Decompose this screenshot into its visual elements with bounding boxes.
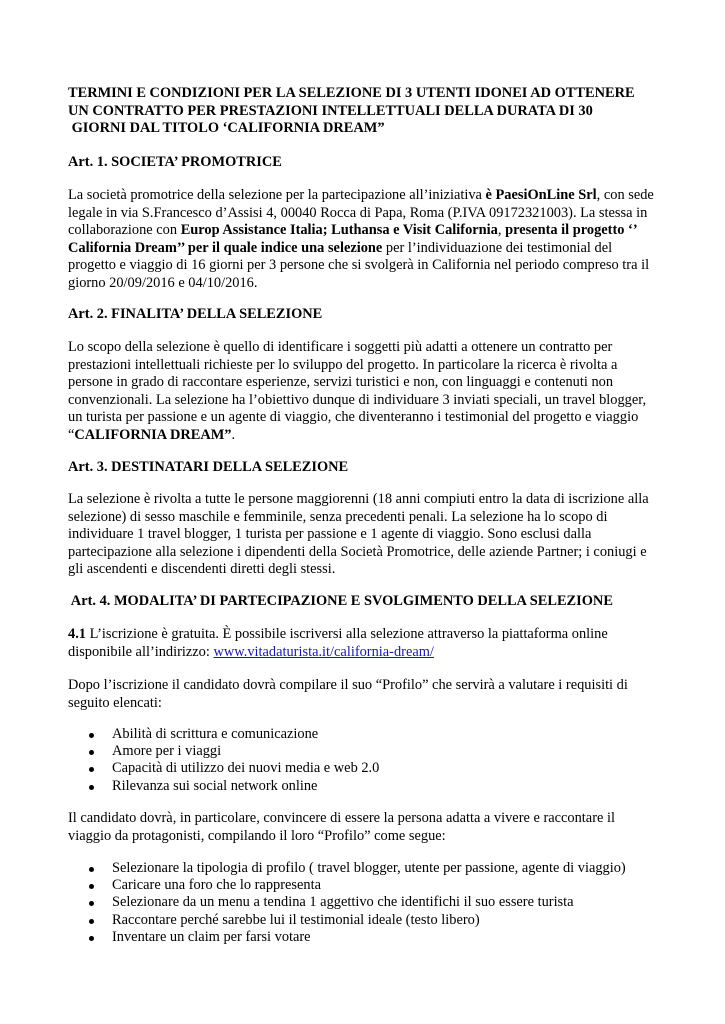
art4-1-number: 4.1 xyxy=(68,626,86,642)
art4-1-text: L’iscrizione è gratuita. È possibile iscriversi alla selezione attraverso la piattaforma online disponibile all’indirizzo: xyxy=(68,626,608,660)
title-line-3: GIORNI DAL TITOLO ‘CALIFORNIA DREAM” xyxy=(68,120,385,136)
document-title xyxy=(68,85,658,138)
list-item: Inventare un claim per farsi votare xyxy=(68,929,668,946)
art1-project: presenta il progetto ‘’ California Dream’’ per il quale indice una selezione xyxy=(68,222,637,256)
list-item: Capacità di utilizzo dei nuovi media e web 2.0 xyxy=(68,760,668,777)
art2-text-2: . xyxy=(231,426,236,443)
art3-paragraph: La selezione è rivolta a tutte le persone maggiorenni (18 anni compiuti entro la data di iscrizione alla selezione) di sesso maschile e femminile, senza precedenti penali. La selezione ha lo scopo di individuare 1 travel blogger, 1 turista per passione e 1 agente di viaggio. Sono esclusi dalla partecipazione alla selezione i dipendenti della Società Promotrice, delle aziende Partner; i coniugi e gli ascendenti e discendenti diretti degli stessi. xyxy=(68,491,649,577)
art1-text-3: , xyxy=(497,222,506,238)
list-item: Caricare una foro che lo rappresenta xyxy=(68,877,668,894)
bullet-icon xyxy=(89,901,94,906)
art3-heading: Art. 3. DESTINATARI DELLA SELEZIONE xyxy=(68,459,349,475)
list-item: Selezionare da un menu a tendina 1 aggettivo che identifichi il suo essere turista xyxy=(68,894,668,911)
art2-text-1: Lo scopo della selezione è quello di identificare i soggetti più adatti a ottenere un contratto per prestazioni intellettuali richieste per lo sviluppo del progetto. In particolare la ricerca è rivolta a persone in grado di raccontare esperienze, servizi turistici e non, con linguaggi e contenuti non convenzionali. La selezione ha l’obiettivo dunque di individuare 3 inviati speciali, un travel blogger, un turista per passione e un agente di viaggio, che diventeranno i testimonial del progetto e viaggio “ xyxy=(68,339,647,443)
bullet-icon xyxy=(89,919,94,924)
title-line-1: TERMINI E CONDIZIONI PER LA SELEZIONE DI 3 UTENTI IDONEI AD OTTENERE xyxy=(68,85,635,101)
art1-text-2: , con sede legale in via S.Francesco d’Assisi 4, 00040 Rocca di Papa, Roma (P.IVA 09172321003). La stessa in collaborazione con xyxy=(68,187,654,238)
list-item: Rilevanza sui social network online xyxy=(68,778,668,795)
bullet-icon xyxy=(89,785,94,790)
bullet-icon xyxy=(89,767,94,772)
list-item: Selezionare la tipologia di profilo ( travel blogger, utente per passione, agente di viaggio) xyxy=(68,860,668,877)
art1-company: è PaesiOnLine Srl xyxy=(485,187,597,203)
art4-1-paragraph xyxy=(68,626,658,661)
bullet-icon xyxy=(89,733,94,738)
registration-link[interactable]: www.vitadaturista.it/california-dream/ xyxy=(213,643,434,660)
art2-paragraph xyxy=(68,339,658,444)
art4-heading: Art. 4. MODALITA’ DI PARTECIPAZIONE E SVOLGIMENTO DELLA SELEZIONE xyxy=(68,593,613,609)
list-item: Raccontare perché sarebbe lui il testimonial ideale (testo libero) xyxy=(68,912,668,929)
bullet-icon xyxy=(89,867,94,872)
requirements-list xyxy=(68,726,668,795)
art4-candidate-paragraph: Il candidato dovrà, in particolare, convincere di essere la persona adatta a vivere e raccontare il viaggio da protagonisti, compilando il loro “Profilo” come segue: xyxy=(68,810,615,844)
list-item: Abilità di scrittura e comunicazione xyxy=(68,726,668,743)
profile-steps-list xyxy=(68,860,668,946)
art4-profile-paragraph: Dopo l’iscrizione il candidato dovrà compilare il suo “Profilo” che servirà a valutare i requisiti di seguito elencati: xyxy=(68,677,628,711)
art1-paragraph xyxy=(68,187,658,292)
art2-project-name: CALIFORNIA DREAM” xyxy=(74,426,232,443)
art2-heading: Art. 2. FINALITA’ DELLA SELEZIONE xyxy=(68,306,323,322)
bullet-icon xyxy=(89,936,94,941)
list-item: Amore per i viaggi xyxy=(68,743,668,760)
bullet-icon xyxy=(89,750,94,755)
art1-text-4: per l’individuazione dei testimonial del progetto e viaggio di 16 giorni per 3 persone che si svolgerà in California nel periodo compreso tra il giorno 20/09/2016 e 04/10/2016. xyxy=(68,239,650,291)
art1-heading: Art. 1. SOCIETA’ PROMOTRICE xyxy=(68,154,282,170)
bullet-icon xyxy=(89,884,94,889)
art1-text-1: La società promotrice della selezione per la partecipazione all’iniziativa xyxy=(68,187,486,203)
art1-partners: Europ Assistance Italia; Luthansa e Visit California xyxy=(180,222,498,238)
title-line-2: UN CONTRATTO PER PRESTAZIONI INTELLETTUALI DELLA DURATA DI 30 xyxy=(68,102,593,119)
